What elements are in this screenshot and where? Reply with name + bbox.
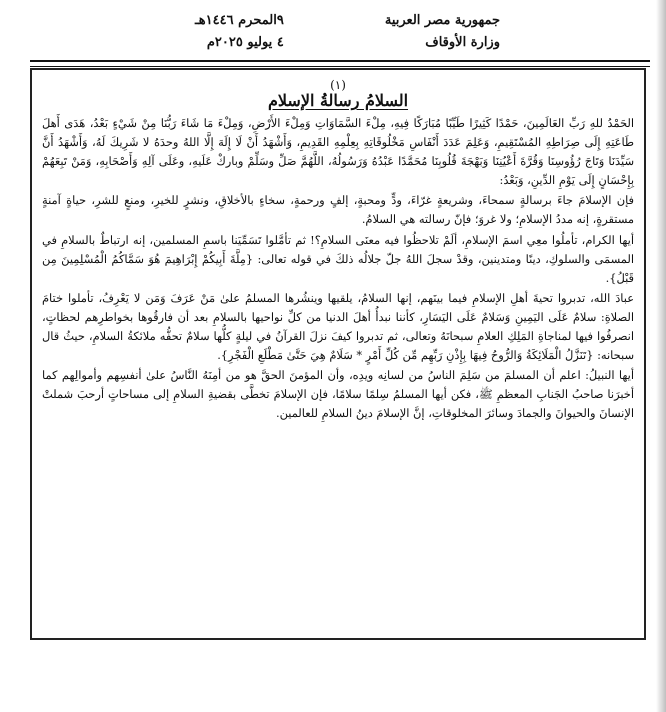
- paragraph-greeting: عبادَ الله، تدبروا تحيةَ أهلِ الإسلامِ فيما بينَهم، إنها السلامُ، يلقيها وينشُرها المسلمُ علىٰ مَنْ عَرَفَ وَمَن لا يَعْرِفُ، تأملوا ختامَ الصلاةِ: سلامٌ عَلَى اليَمِينِ وَسَلامٌ عَلَى اليَسَارِ، كأننا نبدأُ أهلَ الدنيا من كلِّ نواحيها بالسلامِ بعد أن فارقُوها بخواطرِهم لحظاتٍ، انصرفُوا فيها لمناجاةِ المَلِكِ العلامِ سبحانَهُ وتعالى، ثم تدبروا كيفَ نزلَ القرآنُ في ليلةٍ كلُّها سلامٌ تحفُّه ملائكةُ السلامِ، حيثُ قال سبحانه: {تَنَزَّلُ الْمَلَائِكَةُ وَالرُّوحُ فِيهَا بِإِذْنِ رَبِّهِم مِّن كُلِّ أَمْرٍ * سَلَامٌ هِيَ حَتَّىٰ مَطْلَعِ الْفَجْرِ}.: [42, 290, 634, 363]
- hijri-date: ٩المحرم ١٤٤٦هـ: [195, 13, 284, 28]
- paragraph-muslim-definition: أيها النبيلُ: اعلم أن المسلمَ من سَلِمَ الناسُ من لسانِه ويدِه، وأن المؤمنَ الحقَّ هو من أمِنَهُ النَّاسُ علىٰ أنفسِهم وأموالِهم كما أخبرَنا صاحبُ الجَنابِ المعظمِ ﷺ، فكن أيها المسلمُ سِلمًا سلامًا، فإن الإسلامَ تخطَّى بقضيةِ السلامِ إلى مساحاتٍ أرحبَ شملتْ الإنسانَ والحيوانَ والجمادَ وسائرَ المخلوقاتِ، إنَّ الإسلامَ دينُ السلامِ للعالمين.: [42, 368, 634, 421]
- paragraph-islam-message: فإن الإسلامَ جاءَ برسالةٍ سمحاءَ، وشريعةٍ غرّاءَ، ودٍّ ومحبةٍ، إلفٍ ورحمةٍ، سخاءٍ بالأخلاقِ، ونشرٍ للخيرِ، ومنعٍ للشرِ، حياةٍ آمنةٍ مستقرةٍ، إنه مددُ الإسلامِ؛ ولا غروَ؛ فإنّ رسالته هي السلامُ.: [42, 193, 634, 227]
- paragraph-name-meaning: أيها الكرام، تأملُوا معِي اسمَ الإسلامِ، ألَمْ تلاحظُوا فيه معنَى السلامِ؟! ثم تأمَّلوا تَسَمِّيَنا باسمِ المسلمين، إنه ارتباطٌ بالسلامِ في المسمَى والسلوكِ، دينًا ومتدينين، وقدْ سجلَ اللهُ جلّ جلالُه ذلكَ في قوله تعالى: {مِلَّةَ أَبِيكُمْ إِبْرَاهِيمَ هُوَ سَمَّاكُمُ الْمُسْلِمِينَ مِن قَبْلُ}.: [42, 232, 634, 285]
- header-divider: [30, 60, 650, 67]
- khutba-title: السلامُ رسالةُ الإسلام: [267, 91, 409, 110]
- khutba-number: (١): [330, 78, 346, 92]
- ministry-name: وزارة الأوقاف: [425, 35, 500, 50]
- header-dates: [195, 10, 284, 54]
- document-header: [30, 6, 650, 60]
- gregorian-date: ٤ يوليو ٢٠٢٥م: [206, 35, 284, 50]
- khutba-content-box: [30, 68, 646, 640]
- country-name: جمهورية مصر العربية: [384, 13, 500, 28]
- scan-edge-shadow: [656, 0, 666, 712]
- header-issuer: [385, 10, 500, 54]
- paragraph-opening: الحَمْدُ للهِ رَبِّ العَالَمِينَ، حَمْدًا كَثِيرًا طَيِّبًا مُبَارَكًا فِيهِ، مِلْءَ السَّمَاوَاتِ وَمِلْءَ الأَرْضِ، وَمِلْءَ مَا شَاءَ رَبُّنَا مِنْ شَيْءٍ بَعْدُ، هَدَى أَهلَ طَاعَتِهِ إِلَى صِرَاطِهِ المُسْتَقِيمِ، وَعَلِمَ عَدَدَ أَنْفَاسِ مَخْلُوقَاتِهِ بِعِلْمِهِ القَدِيمِ، وَأَشْهَدُ أَنْ لَا إِلَهَ إِلَّا اللهُ وحدَهُ لا شَرِيكَ لَهُ، وَأَشْهَدُ أَنَّ سَيِّدَنَا وَتَاجَ رُؤُوسِنَا وَقُرَّةَ أَعْيُنِنَا وَبَهْجَةَ قُلُوبِنَا مُحَمَّدًا عَبْدُهُ وَرَسُولُهُ، اللَّهُمَّ صَلِّ وسَلِّمْ وباركْ عَلَيهِ، وعَلَى آلِهِ وَأَصْحَابِهِ، وَمَنْ تَبِعَهُمْ بِإِحْسَانٍ إِلَى يَوْمِ الدِّينِ، وَبَعْدُ:: [42, 116, 634, 188]
